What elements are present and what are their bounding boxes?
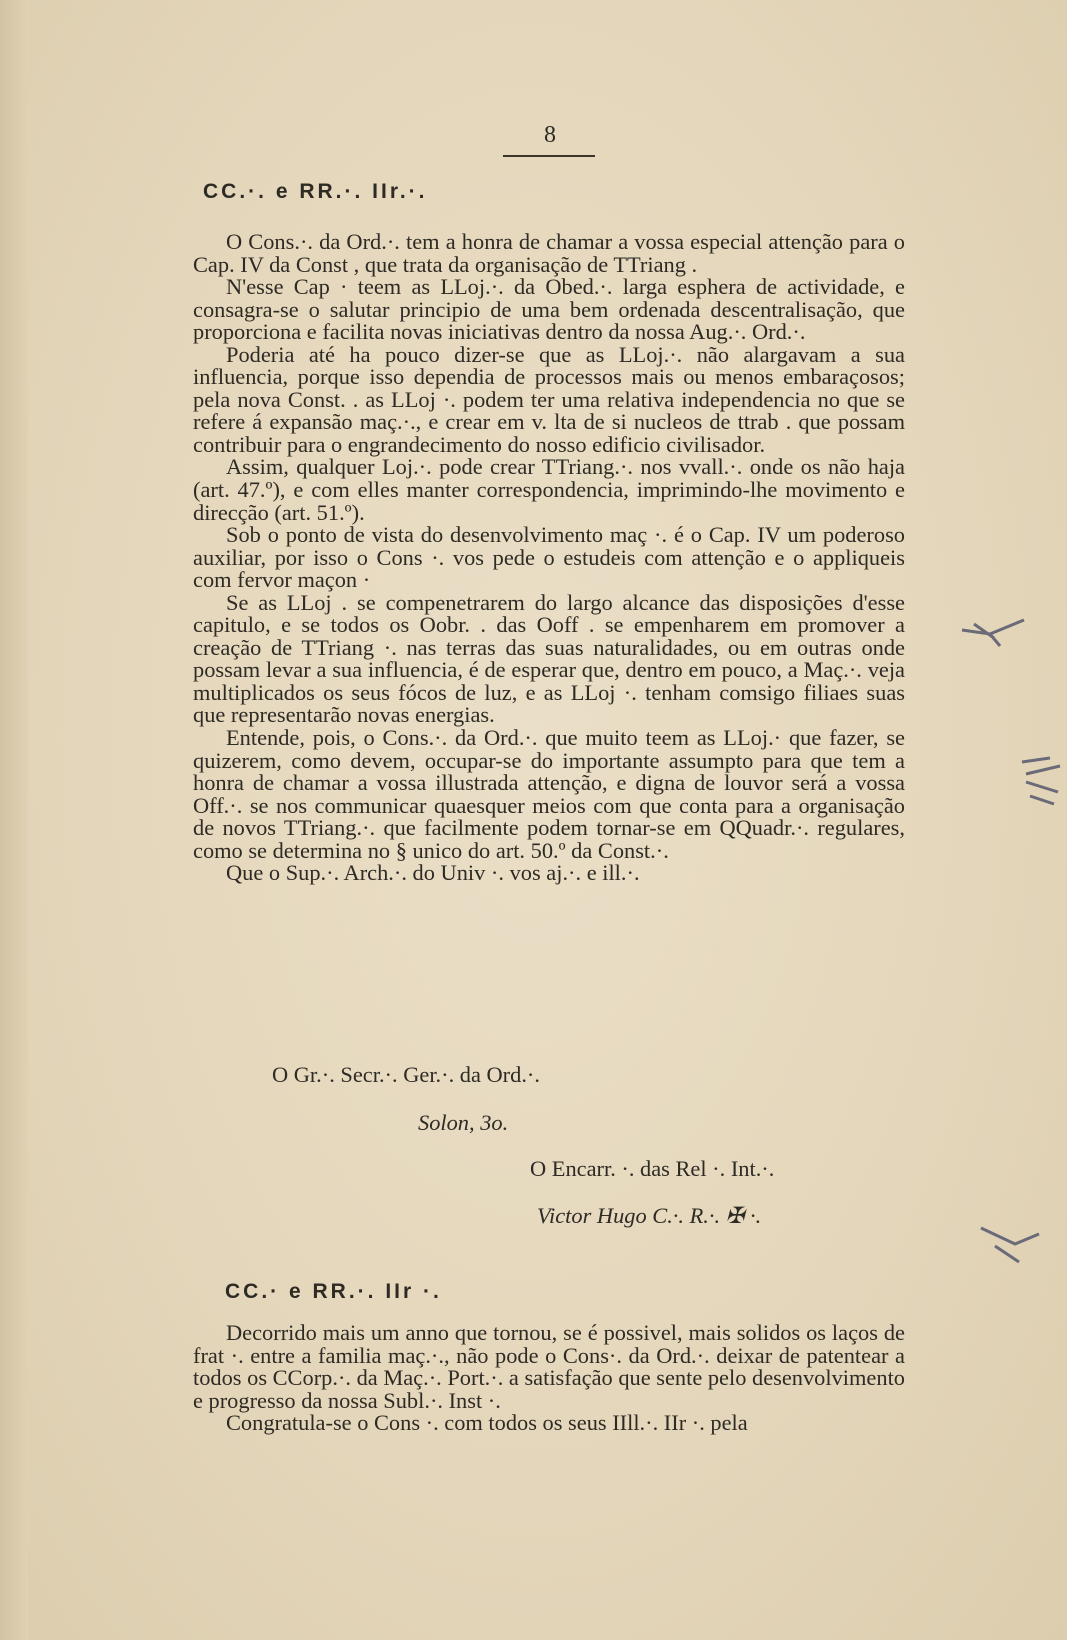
page-edge-shadow <box>0 0 28 1640</box>
page-number-rule <box>503 155 595 157</box>
paragraph: Congratula-se o Cons ·. com todos os seus IIll.·. IIr ·. pela <box>226 1410 748 1436</box>
signature-line-secretary: O Gr.·. Secr.·. Ger.·. da Ord.·. <box>272 1062 540 1087</box>
signature-line-relations: O Encarr. ·. das Rel ·. Int.·. <box>530 1156 775 1181</box>
paragraph: Sob o ponto de vista do desenvolvimento maç ·. é o Cap. IV um poderoso auxiliar, por isso o Cons ·. vos pede o estudeis com attenção e o appliqueis com fervor maçon · <box>193 522 905 593</box>
paragraph: Entende, pois, o Cons.·. da Ord.·. que muito teem as LLoj.· que fazer, se quizerem, como devem, occupar-se do importante assumpto para que tem a honra de chamar a vossa illustrada attenção, e digna de louvor será a vossa Off.·. se nos communicar quaesquer meios com que conta para a organisação de novos TTriang.·. que facilmente podem tornar-se em QQuadr.·. regulares, como se determina no § unico do art. 50.º da Const.·. <box>193 725 905 863</box>
paragraph: Poderia até ha pouco dizer-se que as LLoj.·. não alargavam a sua influencia, porque isso dependia de processos mais ou menos embaraçosos; pela nova Const. . as LLoj ·. podem ter uma relativa independencia no que se refere á expansão maç.·., e crear em v. lta de si nucleos de ttrab . que possam contribuir para o engrandecimento do nosso edificio civilisador. <box>193 341 905 457</box>
paragraph: Se as LLoj . se compenetrarem do largo alcance das disposições d'esse capitulo, e se todos os Oobr. . das Ooff . se empenharem em promover a creação de TTriang ·. nas terras das suas naturalidades, ou em outras onde possam levar a sua influencia, é de esperar que, dentro em pouco, a Maç.·. veja multiplicados os seus fócos de luz, e as LLoj ·. tenham comsigo filiaes suas que representarão novas energias. <box>193 589 905 728</box>
paragraph: Que o Sup.·. Arch.·. do Univ ·. vos aj.·. e ill.·. <box>226 860 640 886</box>
margin-stamp-icon <box>975 1220 1045 1270</box>
paragraph: O Cons.·. da Ord.·. tem a honra de chamar a vossa especial attenção para o Cap. IV da Const , que trata da organisação de TTriang . <box>193 229 905 277</box>
paragraph: Decorrido mais um anno que tornou, se é possivel, mais solidos os laços de frat ·. entre a familia maç.·., não pode o Cons·. da Ord.·. deixar de patentear a todos os CCorp.·. da Maç.·. Port.·. a satisfação que sente pelo desenvolvimento e progresso da nossa Subl.·. Inst ·. <box>193 1320 905 1413</box>
section2-heading: CC.· e RR.·. IIr ·. <box>225 1280 442 1303</box>
signature-name: Victor Hugo C.·. R.·. ✠ ·. <box>537 1203 762 1228</box>
paragraph: Assim, qualquer Loj.·. pode crear TTriang.·. nos vvall.·. onde os não haja (art. 47.º), e com elles manter correspondencia, imprimindo-lhe movimento e direcção (art. 51.º). <box>193 454 905 525</box>
margin-stamp-icon <box>960 612 1030 652</box>
section2-body <box>193 1322 905 1435</box>
section1-body <box>193 231 905 885</box>
paragraph: N'esse Cap · teem as LLoj.·. da Obed.·. larga esphera de actividade, e consagra-se o salutar principio de uma bem ordenada descentralisação, que proporciona e facilita novas iniciativas dentro da nossa Aug.·. Ord.·. <box>193 274 905 345</box>
signature-place: Solon, 3o. <box>418 1110 509 1135</box>
margin-stamp-icon <box>1020 752 1066 812</box>
section1-heading: CC.·. e RR.·. IIr.·. <box>203 180 428 203</box>
page-number: 8 <box>544 122 556 148</box>
